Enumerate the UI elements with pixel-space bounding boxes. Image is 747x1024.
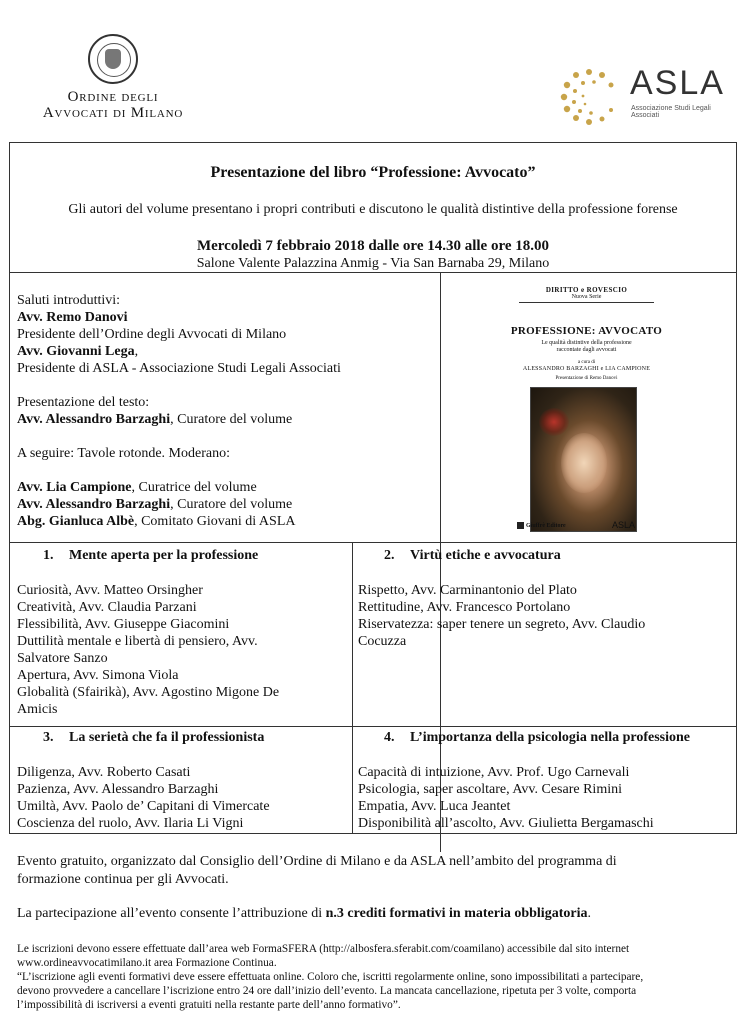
list-item: Amicis [17,702,58,717]
section-heading [358,729,733,746]
moderator-role: , Curatrice del volume [131,480,257,495]
cover-a-cura: a cura di [577,360,596,365]
moderator-name: Avv. Lia Campione [17,480,132,495]
section-number: 1. [43,548,54,563]
cover-asla-logo: ASLA [612,520,636,530]
list-item: Salvatore Sanzo [17,651,108,666]
free-event-note [17,853,737,889]
cover-rule [519,302,654,303]
ordine-avvocati-logo [38,34,188,121]
section-1 [17,547,347,718]
publisher-logo [517,522,566,529]
ordine-logo-line2: Avvocati di Milano [42,105,184,121]
credits-amount: n.3 crediti formativi in materia obbligatoria [325,906,588,921]
cover-presentazione: Presentazione di Remo Danovi [555,376,618,381]
publisher-name: Giuffrè Editore [526,522,566,529]
cancellation-line: devono provvedere a cancellare l’iscrizione entro 24 ore dall’inizio dell’evento. La mancata cancellazione, ripetuta per 3 volte, comporta [17,985,637,997]
moderator-line [17,513,437,530]
asla-logo-title: ASLA [630,64,725,102]
section-3 [17,729,347,832]
list-item: Rettitudine, Avv. Francesco Portolano [358,600,571,615]
book-cover-image [505,282,668,537]
section-number: 4. [384,730,395,745]
list-item: Rispetto, Avv. Carminantonio del Plato [358,583,577,598]
registration-line: www.ordineavvocatimilano.it area Formazione Continua. [17,957,277,969]
list-item: Capacità di intuizione, Avv. Prof. Ugo Carnevali [358,765,630,780]
section-heading [358,547,733,564]
cancellation-line: “L’iscrizione agli eventi formativi deve essere effettuata online. Coloro che, iscritti regolarmente online, sono impossibilitati a partecipare, [17,971,644,983]
list-item: Psicologia, saper ascoltare, Avv. Cesare Rimini [358,782,622,797]
program [17,292,437,530]
credits-note [17,905,737,923]
moderator-name: Avv. Alessandro Barzaghi [17,497,171,512]
list-item: Creatività, Avv. Claudia Parzani [17,600,197,615]
speaker-line [17,411,437,428]
section-4 [358,729,733,832]
list-item: Duttilità mentale e libertà di pensiero, Avv. [17,634,258,649]
cover-series: DIRITTO e ROVESCIO [545,286,628,294]
registration-line: Le iscrizioni devono essere effettuate dall’area web FormaSFERA (http://albosfera.sferabit.com/coamilano) accessibile dal sito internet [17,943,630,955]
section-heading [17,547,347,564]
event-title: Presentazione del libro “Professione: Avvocato” [210,164,536,181]
speaker-role: Presidente di ASLA - Associazione Studi Legali Associati [17,361,341,376]
speaker-role: , Curatore del volume [170,412,293,427]
section-title: Mente aperta per la professione [69,548,259,563]
moderator-role: , Curatore del volume [170,497,293,512]
presentation-label: Presentazione del testo: [17,395,150,410]
section-heading [17,729,347,746]
divider-line [10,272,736,273]
cancellation-line: l’impossibilità di iscriversi a eventi gratuiti nella restante parte dell’anno formativo”. [17,999,401,1011]
list-item: Globalità (Sfairikà), Avv. Agostino Migone De [17,685,280,700]
speaker-role: Presidente dell’Ordine degli Avvocati di Milano [17,327,287,342]
section-number: 2. [384,548,395,563]
ordine-seal-icon [88,34,138,84]
section-title: Virtù etiche e avvocatura [410,548,561,563]
cover-painting [530,387,637,532]
speaker-separator: , [134,344,139,359]
event-date: Mercoledì 7 febbraio 2018 dalle ore 14.30 alle ore 18.00 [196,238,550,254]
list-item: Umiltà, Avv. Paolo de’ Capitani di Vimercate [17,799,270,814]
speaker-line [17,309,437,326]
section-number: 3. [43,730,54,745]
free-event-line: formazione continua per gli Avvocati. [17,872,229,887]
divider-line [10,726,736,727]
section-title: L’importanza della psicologia nella professione [410,730,691,745]
credits-prefix: La partecipazione all’evento consente l’attribuzione di [17,906,326,921]
speaker-name: Avv. Alessandro Barzaghi [17,412,171,427]
divider-line [352,542,353,834]
cover-authors: ALESSANDRO BARZAGHI e LIA CAMPIONE [522,366,651,372]
list-item: Cocuzza [358,634,407,649]
event-subtitle: Gli autori del volume presentano i propri contributi e discutono le qualità distintive della professione forense [68,202,678,217]
list-item: Coscienza del ruolo, Avv. Ilaria Li Vigni [17,816,244,831]
moderator-line [17,479,437,496]
welcome-label: Saluti introduttivi: [17,293,121,308]
asla-ring-icon [558,66,620,128]
event-venue: Salone Valente Palazzina Anmig - Via San Barnaba 29, Milano [196,256,550,271]
speaker-name: Avv. Remo Danovi [17,310,128,325]
list-item: Riservatezza: saper tenere un segreto, Avv. Claudio [358,617,646,632]
roundtable-label: A seguire: Tavole rotonde. Moderano: [17,446,230,461]
section-title: La serietà che fa il professionista [69,730,265,745]
list-item: Disponibilità all’ascolto, Avv. Giulietta Bergamaschi [358,816,654,831]
moderator-role: , Comitato Giovani di ASLA [134,514,296,529]
section-2 [358,547,733,650]
list-item: Diligenza, Avv. Roberto Casati [17,765,191,780]
moderator-line [17,496,437,513]
cover-title: PROFESSIONE: AVVOCATO [510,325,663,337]
ordine-logo-line1: Ordine degli [67,89,159,105]
list-item: Empatia, Avv. Luca Jeantet [358,799,511,814]
asla-logo-subtitle: Associazione Studi Legali Associati [631,105,711,119]
publisher-icon [517,522,524,529]
asla-logo [558,64,738,136]
list-item: Pazienza, Avv. Alessandro Barzaghi [17,782,219,797]
registration-note [17,942,735,1012]
divider-line [10,542,736,543]
list-item: Flessibilità, Avv. Giuseppe Giacomini [17,617,230,632]
cover-subtitle-line2: raccontate dagli avvocati [556,347,617,353]
credits-suffix: . [587,906,591,921]
cover-subtitle-line1: Le qualità distintive della professione [541,340,632,346]
cover-series-sub: Nuova Serie [571,294,602,300]
speaker-name: Avv. Giovanni Lega [17,344,135,359]
speaker-line [17,343,437,360]
free-event-line: Evento gratuito, organizzato dal Consiglio dell’Ordine di Milano e da ASLA nell’ambito del programma di [17,854,617,869]
list-item: Curiosità, Avv. Matteo Orsingher [17,583,203,598]
list-item: Apertura, Avv. Simona Viola [17,668,179,683]
moderator-name: Abg. Gianluca Albè [17,514,135,529]
